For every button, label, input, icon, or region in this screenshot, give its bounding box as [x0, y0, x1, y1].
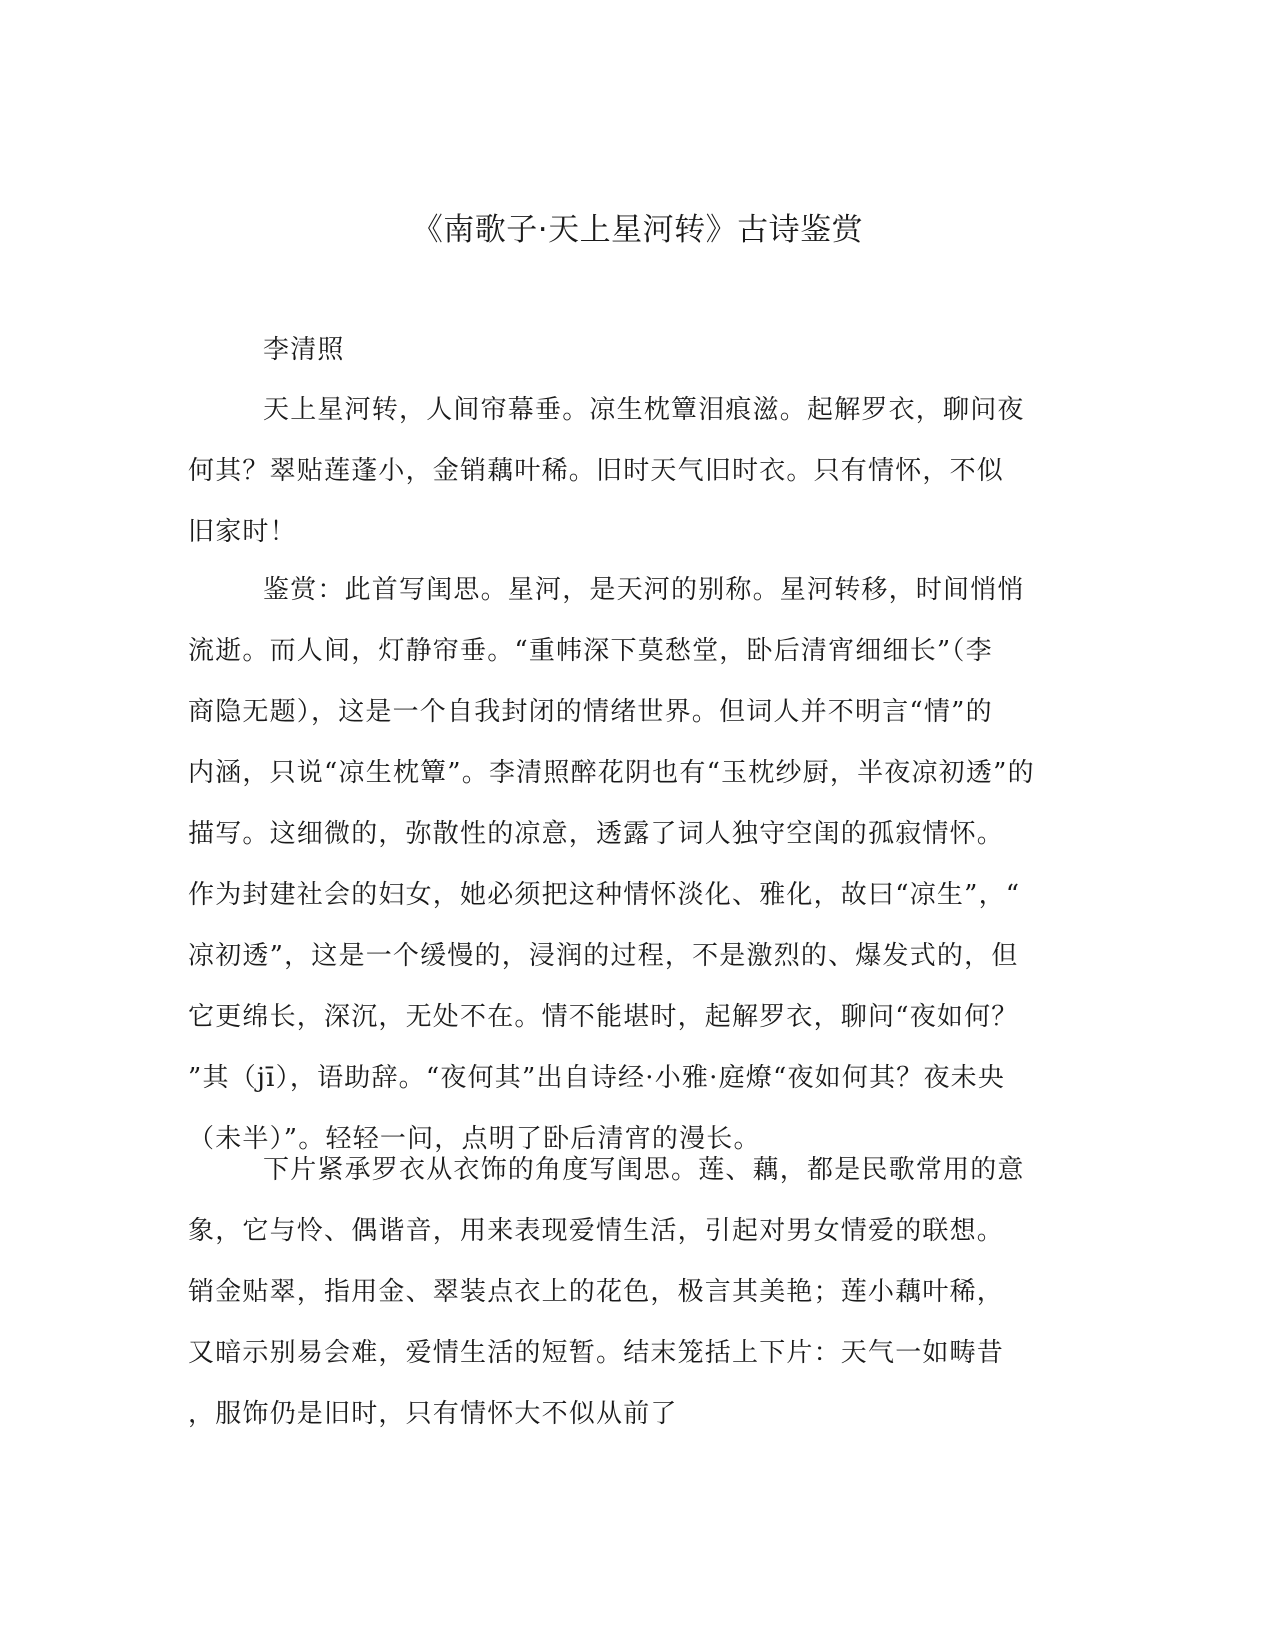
analysis-line: 作为封建社会的妇女，她必须把这种情怀淡化、雅化，故曰“凉生”，“ [188, 880, 1021, 910]
analysis-line: 鉴赏：此首写闺思。星河，是天河的别称。星河转移，时间悄悄 [263, 575, 1025, 605]
author-paragraph [188, 320, 1078, 381]
document-title: 《南歌子·天上星河转》古诗鉴赏 [411, 212, 864, 248]
analysis-line: 描写。这细微的，弥散性的凉意，透露了词人独守空闺的孤寂情怀。 [188, 819, 1005, 849]
second-stanza-line: 象，它与怜、偶谐音，用来表现爱情生活，引起对男女情爱的联想。 [188, 1216, 1005, 1246]
analysis-line: 内涵，只说“凉生枕簟”。李清照醉花阴也有“玉枕纱厨，半夜凉初透”的 [188, 758, 1035, 788]
second-stanza-line: 销金贴翠，指用金、翠装点衣上的花色，极言其美艳；莲小藕叶稀， [188, 1277, 1005, 1307]
second-stanza-paragraph [188, 1140, 1078, 1445]
analysis-line: 凉初透”，这是一个缓慢的，浸润的过程，不是激烈的、爆发式的，但 [188, 941, 1019, 971]
poem-line: 何其？翠贴莲蓬小，金销藕叶稀。旧时天气旧时衣。只有情怀，不似 [188, 456, 1005, 486]
poem-line: 天上星河转，人间帘幕垂。凉生枕簟泪痕滋。起解罗衣，聊问夜 [263, 395, 1025, 425]
analysis-paragraph [188, 560, 1078, 1170]
second-stanza-line: 又暗示别易会难，爱情生活的短暂。结末笼括上下片：天气一如畴昔 [188, 1338, 1005, 1368]
poem-line: 旧家时！ [188, 517, 297, 547]
analysis-line: ”其（jī），语助辞。“夜何其”出自诗经·小雅·庭燎“夜如何其？夜未央 [188, 1063, 1006, 1093]
author-name: 李清照 [263, 335, 345, 365]
analysis-line: （未半）”。轻轻一问，点明了卧后清宵的漫长。 [188, 1124, 761, 1154]
analysis-line: 商隐无题），这是一个自我封闭的情绪世界。但词人并不明言“情”的 [188, 697, 993, 727]
analysis-line: 流逝。而人间，灯静帘垂。“重帏深下莫愁堂，卧后清宵细细长”（李 [188, 636, 993, 666]
analysis-line: 它更绵长，深沉，无处不在。情不能堪时，起解罗衣，聊问“夜如何？ [188, 1002, 1019, 1032]
second-stanza-line: 下片紧承罗衣从衣饰的角度写闺思。莲、藕，都是民歌常用的意 [263, 1155, 1025, 1185]
poem-paragraph [188, 380, 1078, 563]
second-stanza-line: ，服饰仍是旧时，只有情怀大不似从前了 [188, 1399, 678, 1429]
